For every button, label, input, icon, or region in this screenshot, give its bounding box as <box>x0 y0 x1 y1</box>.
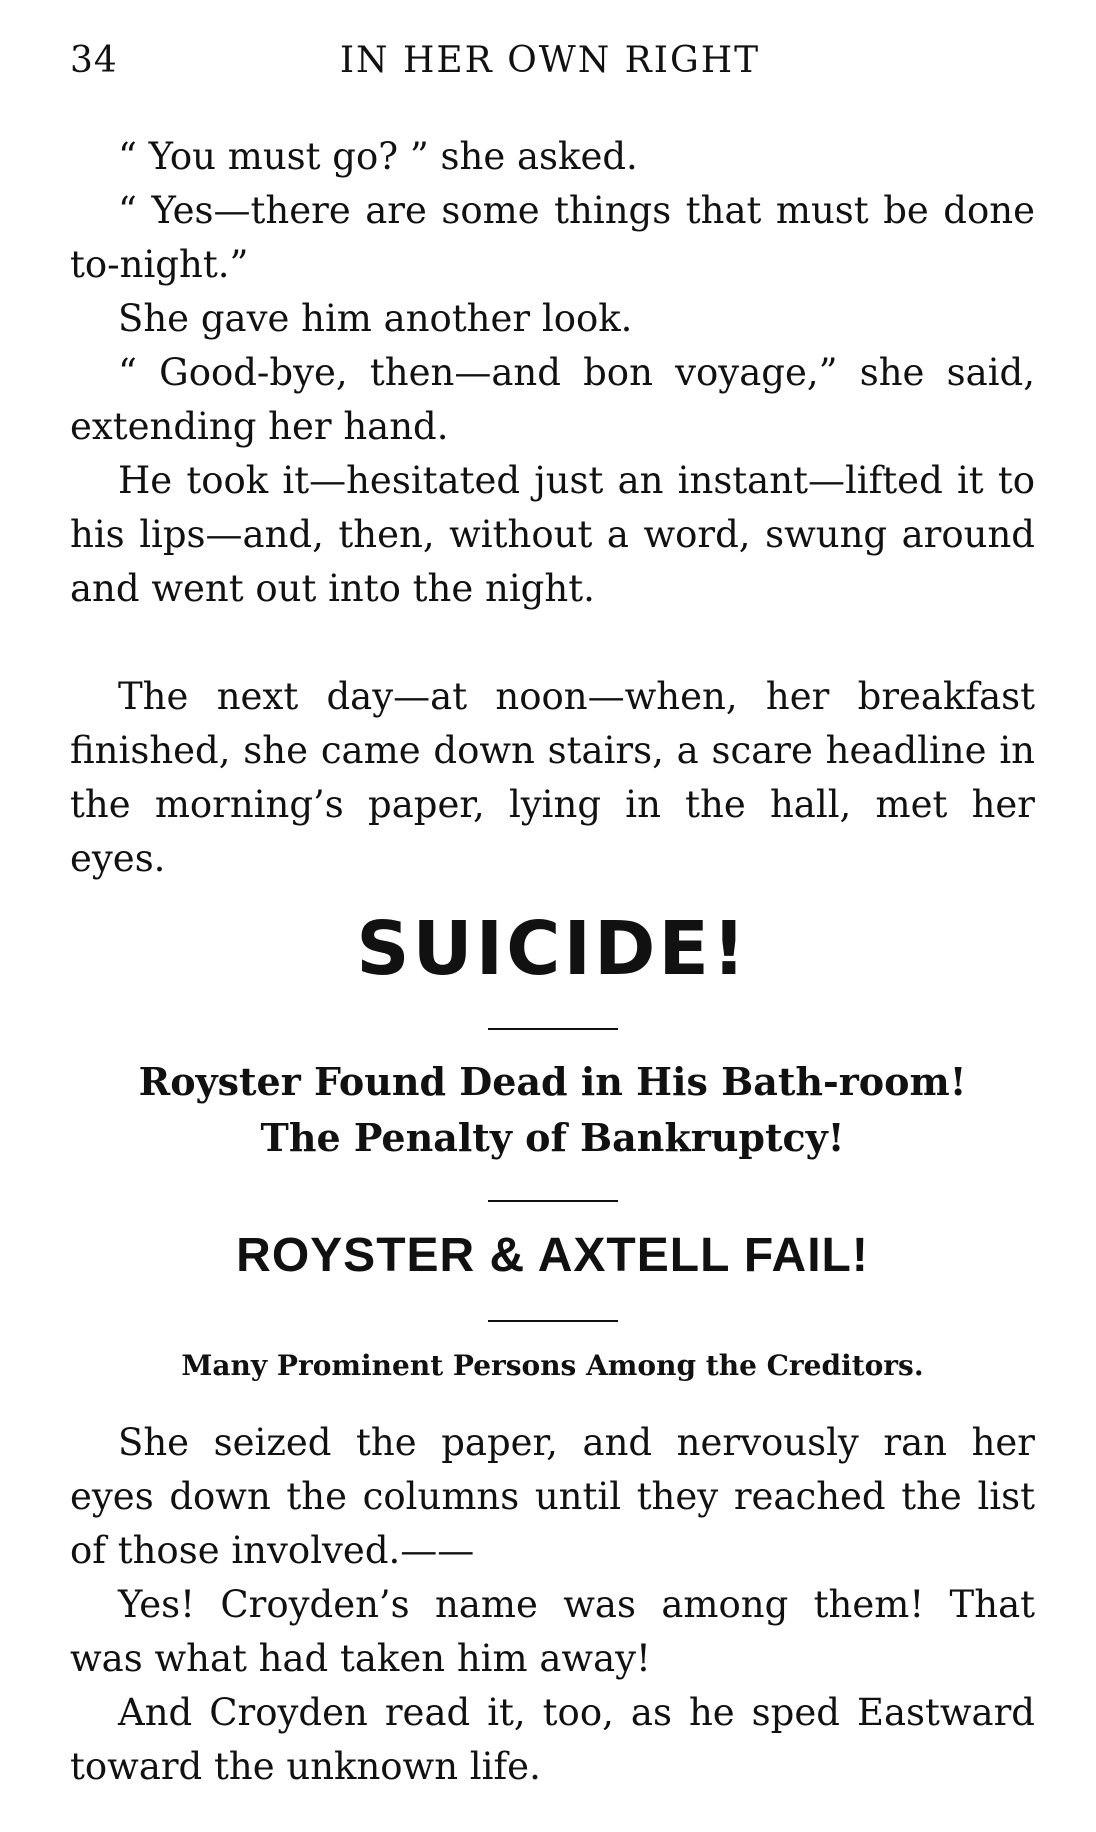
headline-rule <box>488 1320 618 1322</box>
body-text <box>70 130 1035 1794</box>
headline-rule <box>488 1200 618 1202</box>
running-head: IN HER OWN RIGHT <box>339 40 761 81</box>
paragraph: The next day—at noon—when, her breakfast finished, she came down stairs, a scare headline in the morning’s paper, lying in the hall, met her eyes. <box>70 675 1035 880</box>
paragraph: And Croyden read it, too, as he sped Eastward toward the unknown life. <box>70 1691 1035 1788</box>
headline-subhead: Royster Found Dead in His Bath-room! <box>138 1059 967 1104</box>
headline-rule <box>488 1028 618 1030</box>
paragraph: “ Good-bye, then—and bon voyage,” she said, extending her hand. <box>70 351 1035 448</box>
paragraph: She seized the paper, and nervously ran her eyes down the columns until they reached the list of those involved.—— <box>70 1421 1035 1572</box>
page-number: 34 <box>70 40 118 81</box>
headline-main: SUICIDE! <box>356 906 749 992</box>
headline-firm: ROYSTER & AXTELL FAIL! <box>236 1229 869 1282</box>
paragraph: “ You must go? ” she asked. <box>118 135 638 178</box>
newspaper-headline <box>70 904 1035 1386</box>
headline-subhead: The Penalty of Bankruptcy! <box>260 1115 845 1160</box>
headline-deck: Many Prominent Persons Among the Creditors. <box>181 1349 924 1382</box>
paragraph: He took it—hesitated just an instant—lifted it to his lips—and, then, without a word, swung around and went out into the night. <box>70 459 1035 610</box>
page-header <box>70 40 1030 90</box>
paragraph: She gave him another look. <box>118 297 633 340</box>
paragraph: Yes! Croyden’s name was among them! That was what had taken him away! <box>70 1583 1035 1680</box>
paragraph: “ Yes—there are some things that must be done to-night.” <box>70 189 1035 286</box>
